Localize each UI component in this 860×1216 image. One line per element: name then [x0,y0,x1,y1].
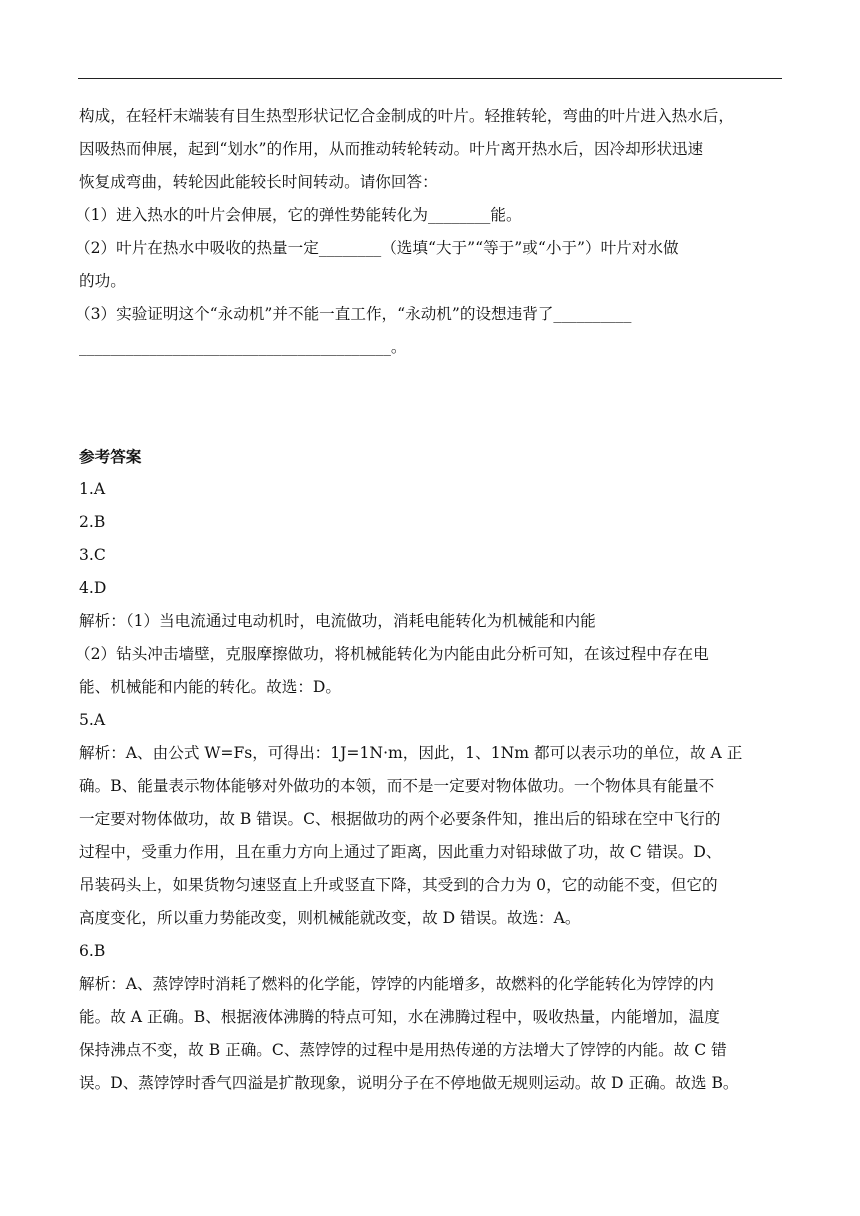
passage-line-3: 恢复成弯曲，转轮因此能较长时间转动。请你回答： [79,173,438,191]
passage-line-2: 因吸热而伸展，起到“划水”的作用，从而推动转轮转动。叶片离开热水后，因冷却形状迅速 [79,140,704,158]
answer-5-explanation-1: 解析：A、由公式 W=Fs，可得出：1J=1N·m，因此，1、1Nm 都可以表示功的单位，故 A 正 [79,744,743,762]
answer-5-explanation-5: 吊装码头上，如果货物匀速竖直上升或竖直下降，其受到的合力为 0，它的动能不变，但它的 [79,876,718,894]
section-spacer [79,364,785,440]
document-body [75,100,785,1100]
answer-6-explanation-2: 能。故 A 正确。B、根据液体沸腾的特点可知，水在沸腾过程中，吸收热量，内能增加，温度 [79,1008,720,1026]
answer-5-explanation-2: 确。B、能量表示物体能够对外做功的本领，而不是一定要对物体做功。一个物体具有能量不 [79,777,715,795]
question-2-line-2: 的功。 [79,272,126,290]
answer-3: 3.C [79,546,106,564]
answers-heading: 参考答案 [79,447,142,466]
answer-6-explanation-1: 解析：A、蒸饽饽时消耗了燃料的化学能，饽饽的内能增多，故燃料的化学能转化为饽饽的内 [79,975,715,993]
passage-line-1: 构成，在轻杆末端装有目生热型形状记忆合金制成的叶片。轻推转轮，弯曲的叶片进入热水后， [79,107,734,125]
header-rule [78,78,782,79]
answer-5-explanation-6: 高度变化，所以重力势能改变，则机械能就改变，故 D 错误。故选：A。 [79,909,581,927]
answer-6: 6.B [79,942,106,960]
answer-4: 4.D [79,579,107,597]
answer-4-explanation-2: （2）钻头冲击墙壁，克服摩擦做功，将机械能转化为内能由此分析可知，在该过程中存在电 [75,645,709,663]
answer-5: 5.A [79,711,106,729]
question-3-line-1: （3）实验证明这个“永动机”并不能一直工作，“永动机”的设想违背了__________ [75,305,632,323]
answer-5-explanation-4: 过程中，受重力作用，且在重力方向上通过了距离，因此重力对铅球做了功，故 C 错误。D、 [79,843,722,861]
answer-1: 1.A [79,480,106,498]
question-1: （1）进入热水的叶片会伸展，它的弹性势能转化为________能。 [75,206,522,224]
answer-4-explanation-3: 能、机械能和内能的转化。故选：D。 [79,678,342,696]
answer-2: 2.B [79,513,106,531]
answer-6-explanation-3: 保持沸点不变，故 B 正确。C、蒸饽饽的过程中是用热传递的方法增大了饽饽的内能。故 C 错 [79,1041,727,1059]
answer-5-explanation-3: 一定要对物体做功，故 B 错误。C、根据做功的两个必要条件知，推出后的铅球在空中飞行的 [79,810,721,828]
question-3-line-2: ________________________________________。 [79,338,407,356]
question-2-line-1: （2）叶片在热水中吸收的热量一定________（选填“大于”“等于”或“小于”）叶片对水做 [75,239,679,257]
answer-6-explanation-4: 误。D、蒸饽饽时香气四溢是扩散现象，说明分子在不停地做无规则运动。故 D 正确。故选 B。 [79,1074,739,1092]
answer-4-explanation-1: 解析：（1）当电流通过电动机时，电流做功，消耗电能转化为机械能和内能 [79,612,596,630]
